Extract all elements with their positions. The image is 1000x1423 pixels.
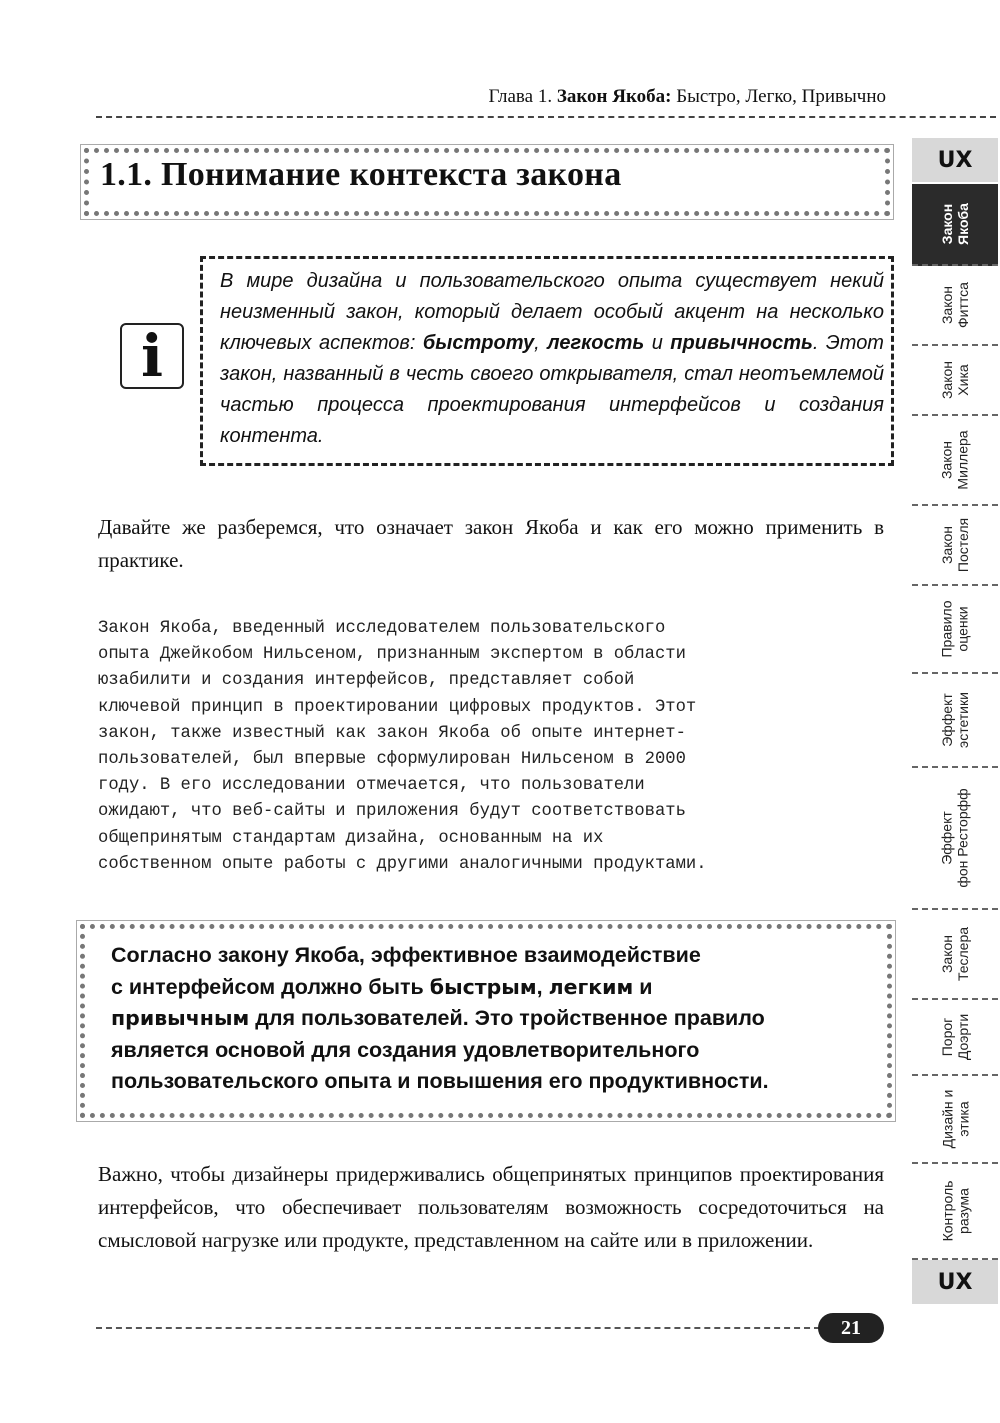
info-bold-familiarity: привычность [670,332,813,354]
highlight-em-familiar: привычным [111,1006,250,1030]
highlight-text: Согласно закону Якоба, эффективное взаимодействие с интерфейсом должно быть быстрым, легким и привычным для пользователей. Это тройственное правило является основой для создания удовлетворительного пользовательского опыта и повышения его продуктивности. [111,943,769,1093]
definition-line: пользователей, был впервые сформулирован Нильсеном в 2000 [98,750,686,770]
running-header [96,86,886,108]
thumb-tab-fitts-law[interactable]: Закон Фиттса [912,266,998,346]
page-number-badge: 21 [818,1313,884,1343]
thumb-index [912,138,1000,1306]
thumb-tab-hick-law[interactable]: Закон Хика [912,346,998,416]
body-paragraph-conclusion: Важно, чтобы дизайнеры придерживались общепринятых принципов проектирования интерфейсов, что обеспечивает пользователям возможность сосредоточиться на смысловой нагрузке или продукте, представленном на сайте или в приложении. [98,1162,884,1252]
body-paragraph-intro: Давайте же разберемся, что означает закон Якоба и как его можно применить в практике. [98,515,884,572]
info-bold-speed: быстроту [422,332,535,354]
thumb-tab-ux-top[interactable]: UX [912,138,998,182]
header-divider [96,116,996,118]
info-icon [120,323,184,389]
thumb-tab-postel-law[interactable]: Закон Постеля [912,506,998,586]
definition-line: общепринятым стандартам дизайна, основанным на их [98,828,604,848]
chapter-law-name: Закон Якоба: [556,86,672,107]
chapter-subtitle: Быстро, Легко, Привычно [676,86,886,107]
thumb-tab-tesler-law[interactable]: Закон Теслера [912,910,998,1000]
thumb-tab-von-restorff-effect[interactable]: Эффект фон Ресторфф [912,768,998,910]
section-title: 1.1. Понимание контекста закона [100,156,622,193]
definition-line: юзабилити и создания интерфейсов, представляет собой [98,671,635,691]
thumb-tab-doherty-threshold[interactable]: Порог Доэрти [912,1000,998,1076]
info-callout-text: В мире дизайна и пользовательского опыта существует некий неизменный закон, который делает особый акцент на несколько ключевых аспектов: быстроту, легкость и привычность. Этот закон, названный в честь своего открывателя, стал неотъемлемой частью процесса проектирования интерфейсов и создания контента. [220,270,884,447]
thumb-tab-aesthetic-effect[interactable]: Эффект эстетики [912,674,998,768]
chapter-label: Глава 1. [488,86,553,107]
highlight-em-easy: легким [548,974,634,999]
definition-line: опыта Джейкобом Нильсеном, признанным экспертом в области [98,645,686,665]
thumb-tab-jakob-law[interactable]: Закон Якоба [912,184,998,266]
definition-line: году. В его исследовании отмечается, что пользователи [98,776,645,796]
thumb-tab-design-ethics[interactable]: Дизайн и этика [912,1076,998,1164]
body-paragraph-definition [98,616,898,878]
info-icon-glyph: i [140,322,164,390]
highlight-em-fast: быстрым [429,974,537,999]
definition-line: ожидают, что веб-сайты и приложения будут соответствовать [98,802,686,822]
thumb-tab-miller-law[interactable]: Закон Миллера [912,416,998,506]
definition-line: собственном опыте работы с другими аналогичными продуктами. [98,854,707,874]
definition-line: закон, также известный как закон Якоба об опыте интернет- [98,723,686,743]
footer-divider [96,1327,820,1329]
thumb-tab-ux-bottom[interactable]: UX [912,1260,998,1304]
thumb-tab-mind-control[interactable]: Контроль разума [912,1164,998,1260]
thumb-tab-peak-end-rule[interactable]: Правило оценки [912,586,998,674]
definition-line: ключевой принцип в проектировании цифровых продуктов. Этот [98,697,697,717]
definition-line: Закон Якоба, введенный исследователем пользовательского [98,619,666,638]
info-bold-ease: легкость [547,332,645,354]
